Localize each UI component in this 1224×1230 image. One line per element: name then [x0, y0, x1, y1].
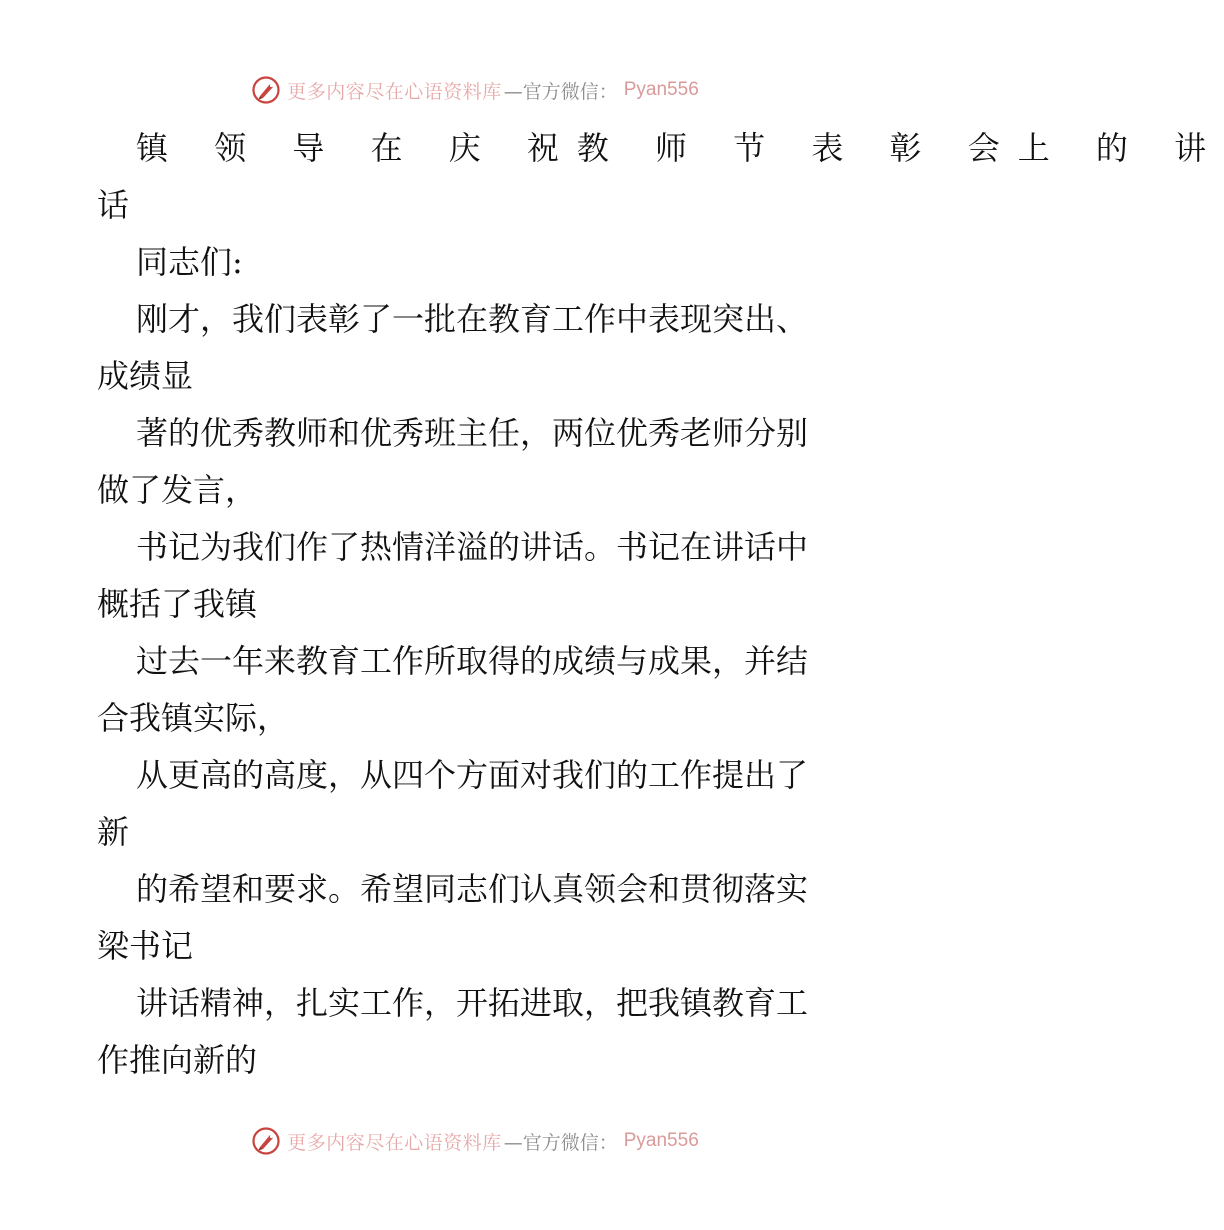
paragraph-line: 从更高的高度，从四个方面对我们的工作提出了	[136, 756, 809, 794]
paragraph-line: 梁书记	[97, 927, 194, 965]
watermark-separator: —官方微信：	[503, 1131, 618, 1154]
paragraph-line: 概括了我镇	[97, 585, 258, 623]
pen-logo-icon	[251, 75, 281, 105]
paragraph-line: 讲话精神，扎实工作，开拓进取，把我镇教育工	[136, 984, 809, 1022]
header-watermark	[0, 70, 950, 110]
paragraph-line: 合我镇实际，	[97, 699, 290, 737]
watermark-wechat-id: Pyan556	[623, 1130, 699, 1151]
paragraph-line: 过去一年来教育工作所取得的成绩与成果，并结	[136, 642, 809, 680]
paragraph-line: 新	[97, 813, 130, 851]
paragraph-line: 的希望和要求。希望同志们认真领会和贯彻落实	[136, 870, 809, 908]
watermark-text: 更多内容尽在心语资料库	[287, 80, 502, 103]
paragraph-line: 做了发言，	[97, 471, 258, 509]
footer-watermark	[0, 1121, 950, 1161]
watermark-separator: —官方微信：	[503, 80, 618, 103]
document-title-line: 镇 领 导 在 庆 祝教 师 节 表 彰 会上 的 讲	[136, 129, 1224, 167]
paragraph-line: 话	[97, 186, 130, 224]
paragraph-line: 刚才，我们表彰了一批在教育工作中表现突出、	[136, 300, 809, 338]
paragraph-line: 著的优秀教师和优秀班主任，两位优秀老师分别	[136, 414, 809, 452]
document-body	[97, 120, 1224, 1089]
paragraph-line: 同志们:	[136, 243, 243, 281]
paragraph-line: 书记为我们作了热情洋溢的讲话。书记在讲话中	[136, 528, 809, 566]
paragraph-line: 作推向新的	[97, 1041, 258, 1079]
pen-logo-icon	[251, 1126, 281, 1156]
paragraph-line: 成绩显	[97, 357, 194, 395]
watermark-wechat-id: Pyan556	[623, 79, 699, 100]
watermark-text: 更多内容尽在心语资料库	[287, 1131, 502, 1154]
